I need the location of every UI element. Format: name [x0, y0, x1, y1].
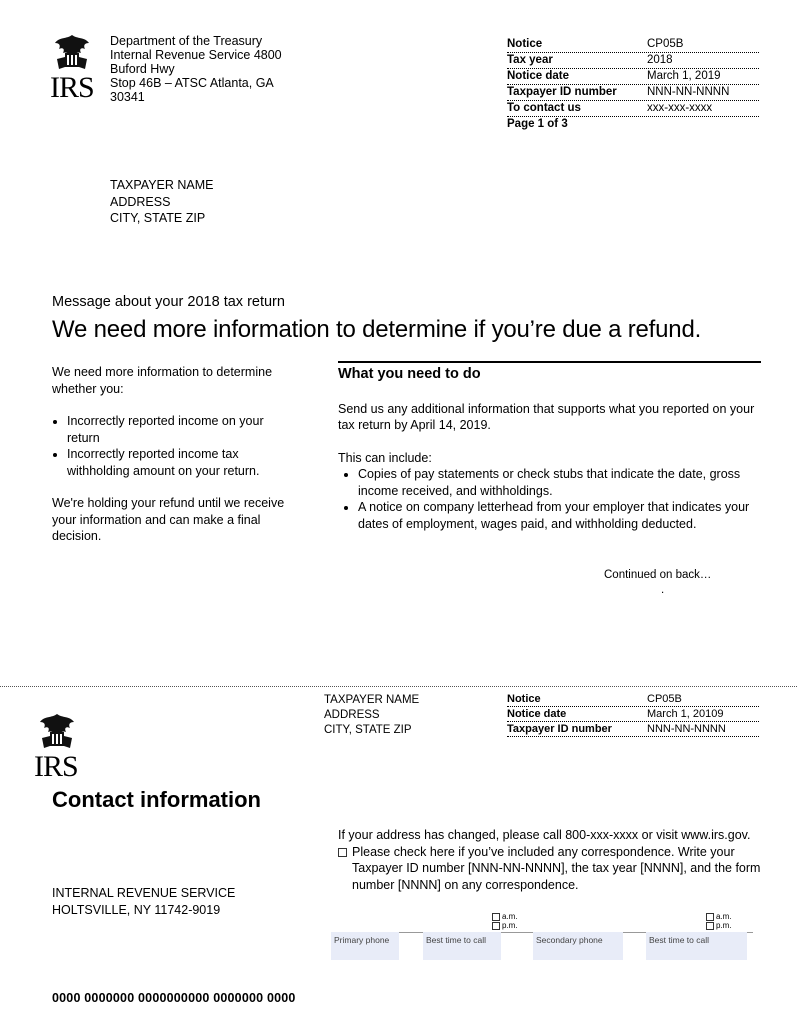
sender-line: Department of the Treasury — [110, 34, 263, 48]
best-time-field-1[interactable] — [423, 932, 501, 960]
notice-date-value: March 1, 2019 — [647, 70, 721, 82]
am-label: a.m. — [716, 912, 732, 921]
secondary-am-option[interactable] — [706, 912, 732, 921]
document-list — [338, 466, 758, 532]
primary-am-option[interactable] — [492, 912, 518, 921]
slip-date-label: Notice date — [507, 708, 567, 720]
holding-text: We're holding your refund until we receive your information and can make a final decision. — [52, 496, 285, 543]
tax-year-value: 2018 — [647, 54, 673, 66]
slip-id-value: NNN-NN-NNNN — [647, 723, 726, 735]
section-rule — [338, 361, 761, 363]
secondary-pm-option[interactable] — [706, 921, 732, 930]
message-subtitle: Message about your 2018 tax return — [52, 294, 285, 310]
primary-time-options — [492, 912, 518, 930]
irs-address-line: INTERNAL REVENUE SERVICE — [52, 886, 236, 900]
pm-checkbox[interactable] — [492, 922, 500, 930]
tax-year-row — [507, 53, 759, 69]
taxpayer-id-label: Taxpayer ID number — [507, 86, 617, 98]
taxpayer-id-value: NNN-NN-NNNN — [647, 86, 730, 98]
slip-notice-row — [507, 692, 759, 707]
slip-notice-table — [507, 692, 759, 737]
pm-label: p.m. — [716, 921, 732, 930]
contact-instructions — [338, 827, 763, 893]
eagle-icon — [38, 712, 76, 752]
slip-id-label: Taxpayer ID number — [507, 723, 612, 735]
slip-notice-label: Notice — [507, 693, 541, 705]
notice-label: Notice — [507, 38, 543, 50]
notice-value: CP05B — [647, 38, 684, 50]
contact-label: To contact us — [507, 102, 581, 114]
pm-label: p.m. — [502, 921, 518, 930]
slip-date-value: March 1, 20109 — [647, 708, 724, 720]
slip-address-line: CITY, STATE ZIP — [324, 724, 412, 736]
irs-wordmark: IRS — [50, 71, 94, 104]
irs-logo — [50, 33, 105, 103]
correspondence-option — [338, 844, 763, 894]
recipient-line: ADDRESS — [110, 194, 171, 209]
am-checkbox[interactable] — [706, 913, 714, 921]
slip-taxpayer-address — [324, 693, 419, 738]
what-to-do-section — [338, 366, 758, 532]
reason-item: • Incorrectly reported income on your return — [67, 413, 297, 446]
contact-row — [507, 101, 759, 117]
irs-address-line: HOLTSVILLE, NY 11742-9019 — [52, 902, 221, 917]
document-item: • Copies of pay statements or check stubs that indicate the date, gross income received, and withholdings. — [358, 466, 758, 499]
secondary-phone-label: Secondary phone — [536, 935, 603, 945]
irs-wordmark: IRS — [34, 750, 78, 783]
recipient-line: CITY, STATE ZIP — [110, 211, 206, 225]
recipient-address — [110, 177, 214, 227]
reason-item: • Incorrectly reported income tax withholding amount on your return. — [67, 446, 297, 479]
am-checkbox[interactable] — [492, 913, 500, 921]
secondary-time-options — [706, 912, 732, 930]
sender-line: Internal Revenue Service 4800 — [110, 48, 282, 62]
scan-line: 0000 0000000 0000000000 0000000 0000 — [52, 991, 296, 1005]
irs-mailing-address — [52, 885, 235, 918]
taxpayer-id-row — [507, 85, 759, 101]
primary-pm-option[interactable] — [492, 921, 518, 930]
contact-value: xxx-xxx-xxxx — [647, 102, 713, 114]
correspondence-checkbox[interactable] — [338, 848, 347, 857]
continued-note: Continued on back… — [604, 569, 712, 581]
notice-date-label: Notice date — [507, 70, 569, 82]
left-column — [52, 364, 297, 545]
am-label: a.m. — [502, 912, 518, 921]
best-time-field-2[interactable] — [646, 932, 747, 960]
best-time-label-1: Best time to call — [426, 935, 486, 945]
notice-info-table — [507, 37, 759, 132]
document-item: • A notice on company letterhead from your employer that indicates your dates of employment, wages paid, and withholding deducted. — [358, 499, 758, 532]
pm-checkbox[interactable] — [706, 922, 714, 930]
message-headline: We need more information to determine if you’re due a refund. — [52, 316, 702, 343]
correspondence-text: Please check here if you’ve included any correspondence. Write your Taxpayer ID number [NNN-NN-NNNN], the tax year [NNNN], and the form number [NNNN] on any correspondence. — [352, 844, 761, 892]
notice-date-row — [507, 69, 759, 85]
secondary-phone-field[interactable] — [533, 932, 623, 960]
slip-date-row — [507, 707, 759, 722]
sender-line: Stop 46B – ATSC Atlanta, GA — [110, 76, 274, 90]
sender-address — [110, 34, 282, 104]
tear-line — [0, 686, 797, 687]
slip-id-row — [507, 722, 759, 737]
eagle-icon — [53, 33, 91, 73]
tax-year-label: Tax year — [507, 54, 553, 66]
sender-line: Buford Hwy — [110, 62, 175, 76]
page-number-text: Page 1 of 3 — [507, 118, 568, 130]
primary-phone-field[interactable] — [331, 932, 399, 960]
todo-include: This can include: — [338, 450, 432, 465]
irs-logo-slip — [34, 712, 89, 782]
sender-line: 30341 — [110, 90, 145, 104]
slip-notice-value: CP05B — [647, 693, 682, 705]
page-number — [507, 117, 759, 132]
section-title: What you need to do — [338, 366, 481, 382]
address-change-text: If your address has changed, please call 800-xxx-xxxx or visit www.irs.gov. — [338, 828, 751, 842]
intro-text: We need more information to determine whether you: — [52, 365, 273, 396]
contact-heading: Contact information — [52, 787, 261, 812]
notice-row — [507, 37, 759, 53]
recipient-line: TAXPAYER NAME — [110, 178, 214, 192]
slip-address-line: ADDRESS — [324, 709, 380, 721]
continued-dot: . — [661, 584, 665, 596]
slip-address-line: TAXPAYER NAME — [324, 694, 420, 706]
primary-phone-label: Primary phone — [334, 935, 390, 945]
reason-list — [52, 413, 297, 479]
todo-paragraph: Send us any additional information that supports what you reported on your tax return by April 14, 2019. — [338, 401, 755, 432]
best-time-label-2: Best time to call — [649, 935, 709, 945]
